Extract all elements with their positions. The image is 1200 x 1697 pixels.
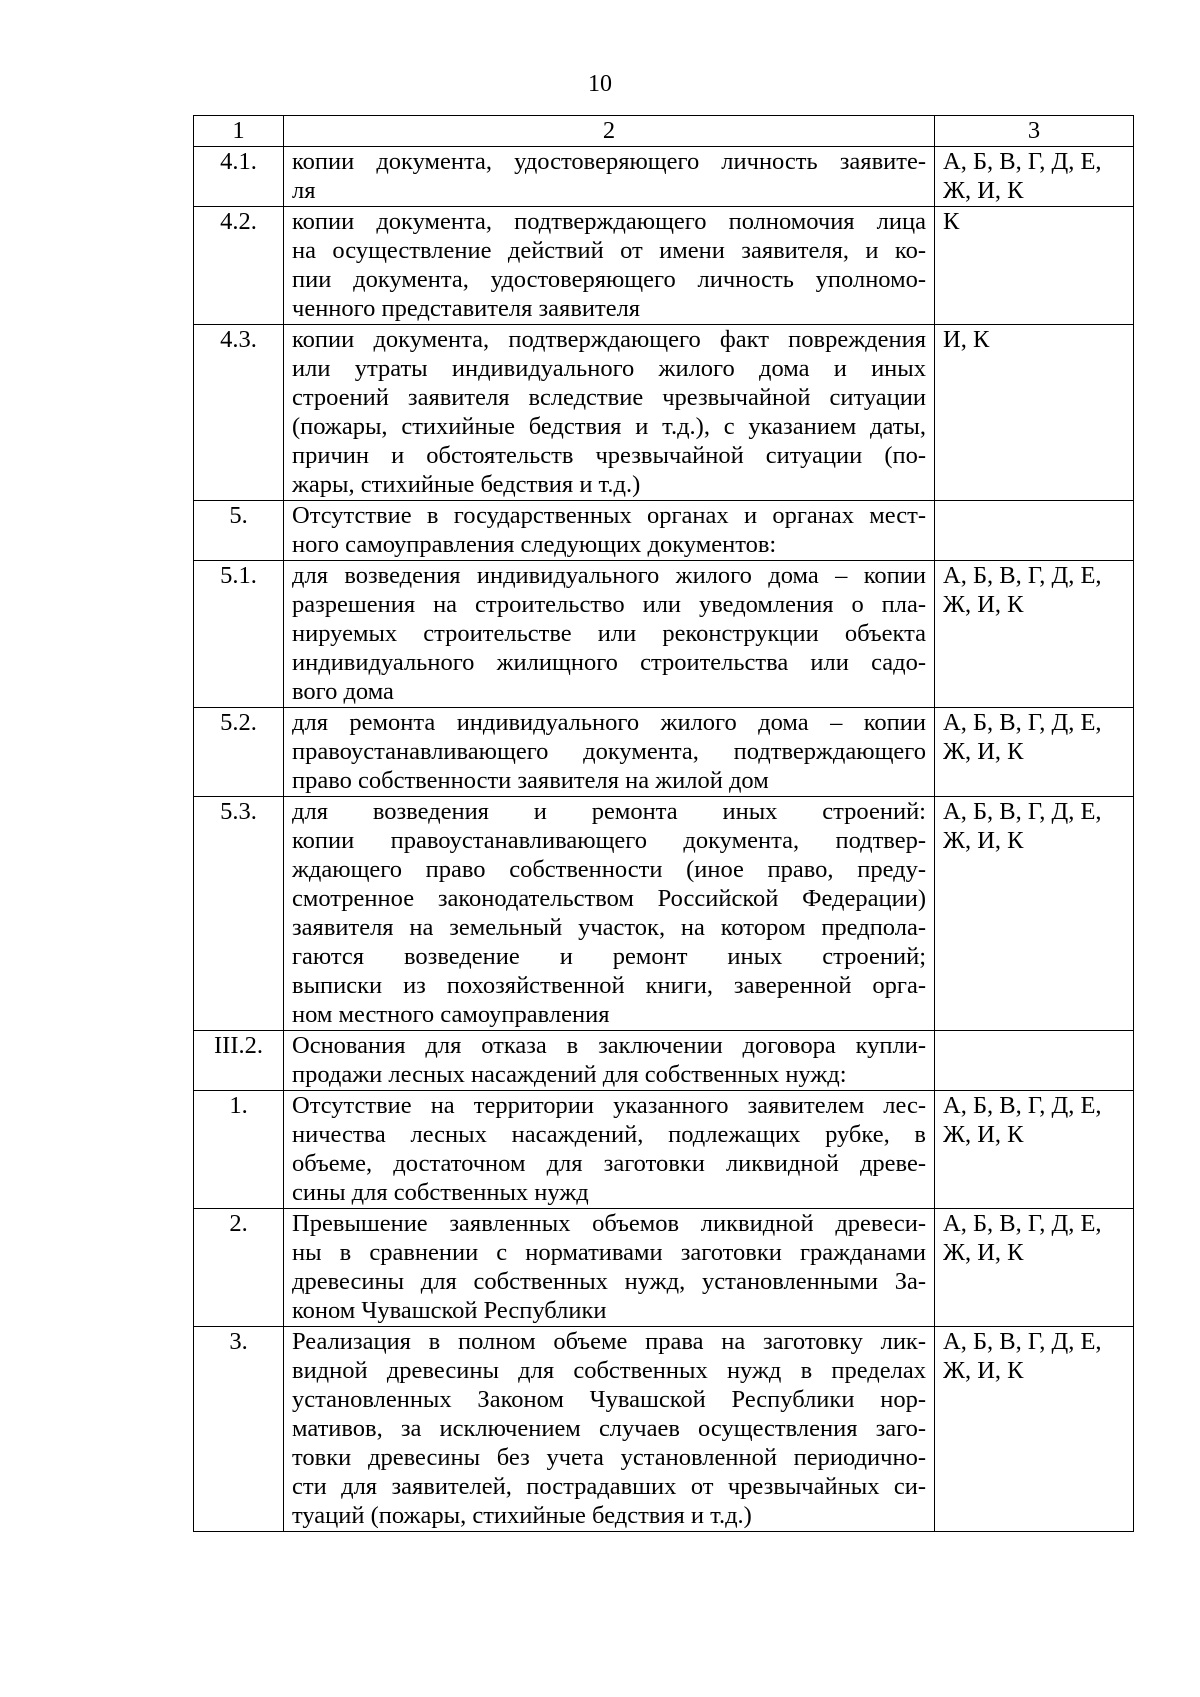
row-text <box>284 1091 935 1209</box>
text-line: для возведения индивидуального жилого дома – копии <box>292 562 926 589</box>
codes-line: Ж, И, К <box>943 591 1024 618</box>
text-line: установленных Законом Чувашской Республики нор- <box>292 1386 926 1413</box>
text-line: пии документа, удостоверяющего личность уполномо- <box>292 266 926 293</box>
table-row <box>194 325 1134 501</box>
row-text <box>284 561 935 708</box>
table-header-row <box>194 116 1134 147</box>
text-line: или утраты индивидуального жилого дома и иных <box>292 355 926 382</box>
row-number: III.2. <box>194 1031 284 1091</box>
table-row <box>194 1031 1134 1091</box>
text-line: продажи лесных насаждений для собственных нужд: <box>292 1061 847 1088</box>
table-row <box>194 561 1134 708</box>
row-text <box>284 797 935 1031</box>
row-number: 4.3. <box>194 325 284 501</box>
text-line: ченного представителя заявителя <box>292 295 641 322</box>
row-text <box>284 147 935 207</box>
table-row <box>194 207 1134 325</box>
grounds-table <box>193 115 1134 1532</box>
codes-line: Ж, И, К <box>943 1357 1024 1384</box>
applicant-codes <box>935 797 1134 1031</box>
table-row <box>194 147 1134 207</box>
applicant-codes <box>935 561 1134 708</box>
text-line: копии документа, подтверждающего факт повреждения <box>292 326 926 353</box>
text-line: товки древесины без учета установленной периодично- <box>292 1444 926 1471</box>
applicant-codes <box>935 325 1134 501</box>
applicant-codes <box>935 501 1134 561</box>
row-number: 5.3. <box>194 797 284 1031</box>
text-line: туаций (пожары, стихийные бедствия и т.д.) <box>292 1502 752 1529</box>
text-line: (пожары, стихийные бедствия и т.д.), с указанием даты, <box>292 413 926 440</box>
text-line: Превышение заявленных объемов ликвидной древеси- <box>292 1210 926 1237</box>
table-row <box>194 1091 1134 1209</box>
text-line: выписки из похозяйственной книги, заверенной орга- <box>292 972 926 999</box>
row-text <box>284 1031 935 1091</box>
row-text <box>284 708 935 797</box>
text-line: индивидуального жилищного строительства или садо- <box>292 649 926 676</box>
codes-line: А, Б, В, Г, Д, Е, <box>943 148 1102 175</box>
text-line: для возведения и ремонта иных строений: <box>292 798 926 825</box>
column-header-2: 2 <box>284 116 935 147</box>
text-line: древесины для собственных нужд, установленными За- <box>292 1268 926 1295</box>
codes-line: Ж, И, К <box>943 827 1024 854</box>
applicant-codes <box>935 1091 1134 1209</box>
codes-line: А, Б, В, Г, Д, Е, <box>943 798 1102 825</box>
text-line: нируемых строительстве или реконструкции объекта <box>292 620 926 647</box>
text-line: Отсутствие на территории указанного заявителем лес- <box>292 1092 926 1119</box>
text-line: правоустанавливающего документа, подтверждающего <box>292 738 926 765</box>
text-line: коном Чувашской Республики <box>292 1297 607 1324</box>
text-line: видной древесины для собственных нужд в пределах <box>292 1357 926 1384</box>
applicant-codes <box>935 207 1134 325</box>
text-line: причин и обстоятельств чрезвычайной ситуации (по- <box>292 442 926 469</box>
codes-line: А, Б, В, Г, Д, Е, <box>943 1328 1102 1355</box>
codes-line: А, Б, В, Г, Д, Е, <box>943 1092 1102 1119</box>
applicant-codes <box>935 708 1134 797</box>
table-row <box>194 1209 1134 1327</box>
text-line: объеме, достаточном для заготовки ликвидной древе- <box>292 1150 926 1177</box>
codes-line: И, К <box>943 326 990 353</box>
column-header-1: 1 <box>194 116 284 147</box>
text-line: Основания для отказа в заключении договора купли- <box>292 1032 926 1059</box>
row-number: 3. <box>194 1327 284 1532</box>
row-number: 5.2. <box>194 708 284 797</box>
row-text <box>284 1327 935 1532</box>
text-line: Отсутствие в государственных органах и органах мест- <box>292 502 926 529</box>
codes-line: А, Б, В, Г, Д, Е, <box>943 709 1102 736</box>
text-line: строений заявителя вследствие чрезвычайной ситуации <box>292 384 926 411</box>
row-text <box>284 501 935 561</box>
applicant-codes <box>935 1031 1134 1091</box>
column-header-3: 3 <box>935 116 1134 147</box>
text-line: заявителя на земельный участок, на котором предпола- <box>292 914 926 941</box>
text-line: копии документа, подтверждающего полномочия лица <box>292 208 926 235</box>
text-line: ны в сравнении с нормативами заготовки гражданами <box>292 1239 926 1266</box>
text-line: вого дома <box>292 678 394 705</box>
table-row <box>194 1327 1134 1532</box>
text-line: сти для заявителей, пострадавших от чрезвычайных си- <box>292 1473 926 1500</box>
text-line: сины для собственных нужд <box>292 1179 589 1206</box>
row-number: 2. <box>194 1209 284 1327</box>
text-line: ничества лесных насаждений, подлежащих рубке, в <box>292 1121 926 1148</box>
text-line: смотренное законодательством Российской Федерации) <box>292 885 926 912</box>
text-line: разрешения на строительство или уведомления о пла- <box>292 591 926 618</box>
page-number: 10 <box>588 71 612 97</box>
text-line: ного самоуправления следующих документов: <box>292 531 777 558</box>
text-line: ля <box>292 177 316 204</box>
codes-line: Ж, И, К <box>943 1121 1024 1148</box>
row-number: 4.2. <box>194 207 284 325</box>
text-line: ждающего право собственности (иное право, преду- <box>292 856 926 883</box>
codes-line: Ж, И, К <box>943 1239 1024 1266</box>
text-line: жары, стихийные бедствия и т.д.) <box>292 471 641 498</box>
row-number: 5. <box>194 501 284 561</box>
codes-line: А, Б, В, Г, Д, Е, <box>943 1210 1102 1237</box>
text-line: копии правоустанавливающего документа, подтвер- <box>292 827 926 854</box>
text-line: для ремонта индивидуального жилого дома – копии <box>292 709 926 736</box>
table-body <box>194 147 1134 1532</box>
row-text <box>284 325 935 501</box>
row-text <box>284 207 935 325</box>
row-text <box>284 1209 935 1327</box>
applicant-codes <box>935 147 1134 207</box>
text-line: мативов, за исключением случаев осуществления заго- <box>292 1415 926 1442</box>
text-line: право собственности заявителя на жилой дом <box>292 767 769 794</box>
codes-line: К <box>943 208 960 235</box>
text-line: Реализация в полном объеме права на заготовку лик- <box>292 1328 926 1355</box>
text-line: копии документа, удостоверяющего личность заявите- <box>292 148 926 175</box>
table-row <box>194 797 1134 1031</box>
table-row <box>194 501 1134 561</box>
codes-line: А, Б, В, Г, Д, Е, <box>943 562 1102 589</box>
text-line: ном местного самоуправления <box>292 1001 610 1028</box>
row-number: 4.1. <box>194 147 284 207</box>
codes-line: Ж, И, К <box>943 738 1024 765</box>
row-number: 1. <box>194 1091 284 1209</box>
text-line: гаются возведение и ремонт иных строений; <box>292 943 926 970</box>
table-row <box>194 708 1134 797</box>
text-line: на осуществление действий от имени заявителя, и ко- <box>292 237 926 264</box>
codes-line: Ж, И, К <box>943 177 1024 204</box>
row-number: 5.1. <box>194 561 284 708</box>
applicant-codes <box>935 1209 1134 1327</box>
applicant-codes <box>935 1327 1134 1532</box>
